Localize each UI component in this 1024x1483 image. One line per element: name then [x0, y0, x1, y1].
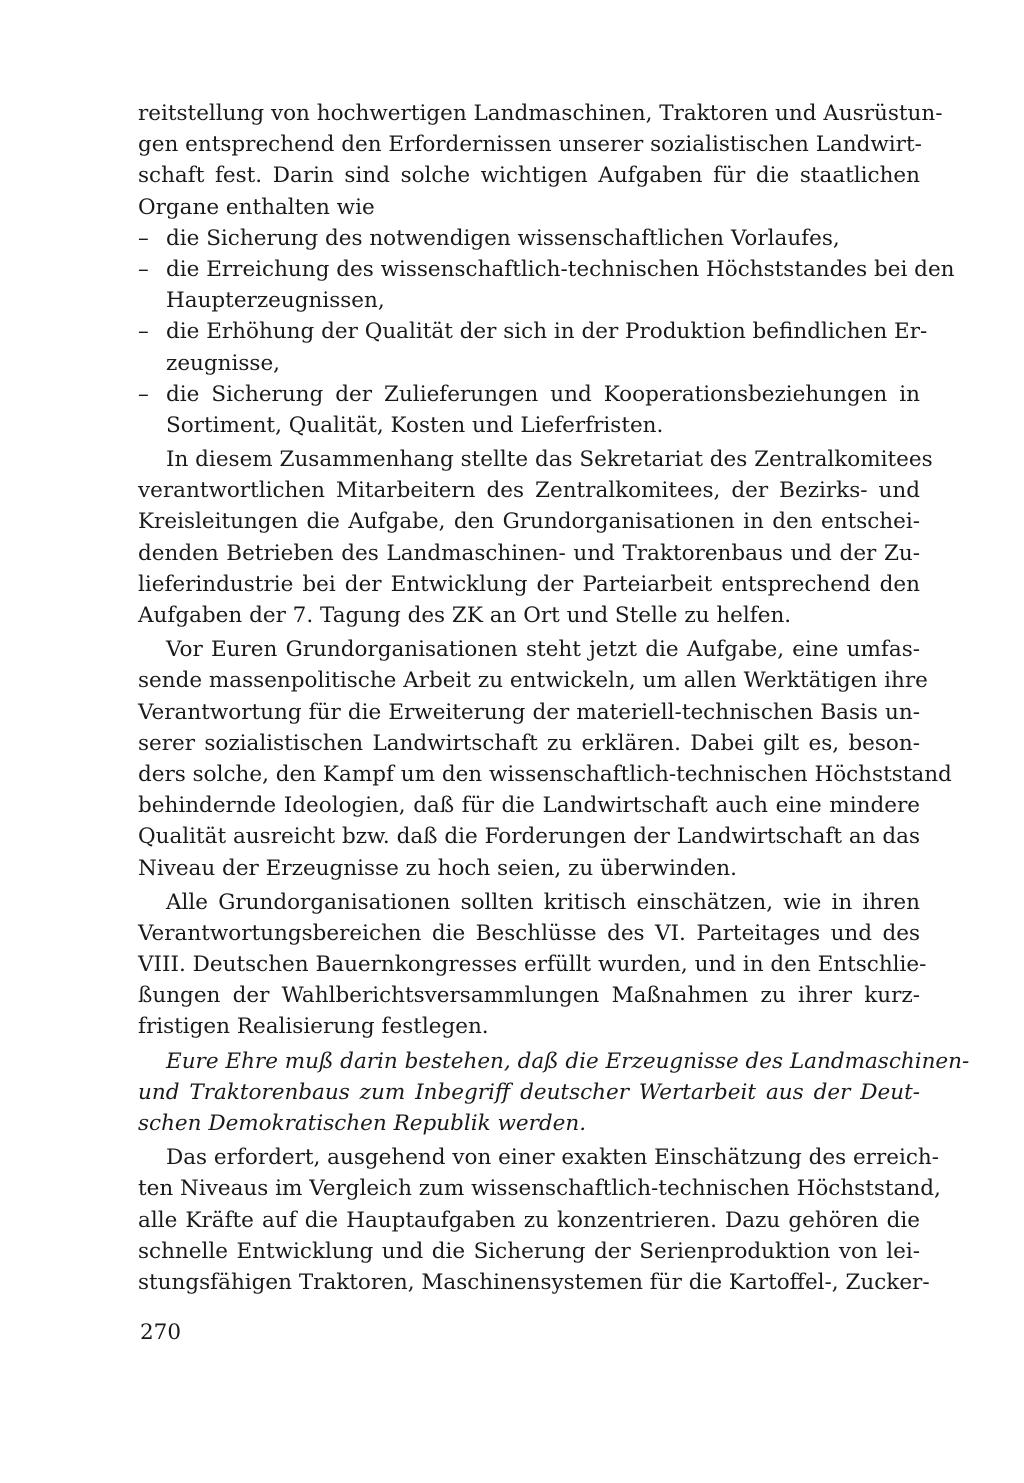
text-line: lieferindustrie bei der Entwicklung der Parteiarbeit entsprechend den — [138, 571, 920, 597]
bullet-dash: – — [138, 319, 149, 345]
text-line: Kreisleitungen die Aufgabe, den Grundorganisationen in den entschei- — [138, 509, 920, 535]
text-line: VIII. Deutschen Bauernkongresses erfüllt wurden, und in den Entschlie- — [138, 952, 927, 978]
bullet-item — [138, 316, 928, 378]
text-line: ders solche, den Kampf um den wissenschaftlich-technischen Höchststand — [138, 761, 952, 787]
intro-paragraph — [138, 98, 943, 223]
bullet-text: zeugnisse, — [166, 350, 281, 376]
text-line: gen entsprechend den Erfordernissen unserer sozialistischen Landwirt- — [138, 132, 922, 158]
emphasis-paragraph — [138, 1046, 970, 1140]
bullet-item — [138, 223, 920, 254]
text-line: ten Niveaus im Vergleich zum wissenschaftlich-technischen Höchststand, — [138, 1176, 941, 1202]
page-number: 270 — [140, 1320, 182, 1345]
text-line: und Traktorenbaus zum Inbegriff deutscher Wertarbeit aus der Deut- — [138, 1079, 920, 1105]
bullet-dash: – — [138, 256, 149, 282]
bullet-text: Haupterzeugnissen, — [166, 288, 385, 314]
text-line: serer sozialistischen Landwirtschaft zu erklären. Dabei gilt es, beson- — [138, 730, 920, 756]
text-line: Qualität ausreicht bzw. daß die Forderungen der Landwirtschaft an das — [138, 824, 920, 850]
text-line: Organe enthalten wie — [138, 194, 375, 220]
text-line: Aufgaben der 7. Tagung des ZK an Ort und Stelle zu helfen. — [138, 603, 792, 628]
text-line: schaft fest. Darin sind solche wichtigen Aufgaben für die staatlichen — [138, 163, 920, 189]
paragraph — [138, 1142, 941, 1298]
text-line: reitstellung von hochwertigen Landmaschinen, Traktoren und Ausrüstun- — [138, 101, 943, 126]
text-line: Verantwortung für die Erweiterung der materiell-technischen Basis un- — [138, 699, 920, 725]
bullet-item — [138, 254, 955, 316]
text-line: schen Demokratischen Republik werden. — [138, 1111, 587, 1136]
text-line: Niveau der Erzeugnisse zu hoch seien, zu überwinden. — [138, 855, 737, 881]
bullet-dash: – — [138, 225, 149, 251]
paragraph — [138, 634, 952, 884]
text-line: behindernde Ideologien, daß für die Landwirtschaft auch eine mindere — [138, 793, 920, 819]
bullet-list — [138, 223, 955, 441]
text-line: fristigen Realisierung festlegen. — [138, 1014, 489, 1040]
text-line: Vor Euren Grundorganisationen steht jetzt die Aufgabe, eine umfas- — [166, 637, 920, 663]
text-line: alle Kräfte auf die Hauptaufgaben zu konzentrieren. Dazu gehören die — [138, 1207, 920, 1233]
bullet-text: die Erhöhung der Qualität der sich in der Produktion befindlichen Er- — [166, 319, 928, 345]
bullet-text: die Erreichung des wissenschaftlich-technischen Höchststandes bei den — [166, 256, 955, 282]
text-line: Das erfordert, ausgehend von einer exakten Einschätzung des erreich- — [166, 1145, 939, 1171]
text-line: In diesem Zusammenhang stellte das Sekretariat des Zentralkomitees — [166, 447, 933, 473]
text-line: Verantwortungsbereichen die Beschlüsse des VI. Parteitages und des — [138, 920, 920, 946]
text-line: Alle Grundorganisationen sollten kritisch einschätzen, wie in ihren — [166, 889, 920, 915]
bullet-text: die Sicherung des notwendigen wissenschaftlichen Vorlaufes, — [166, 225, 840, 251]
bullet-item — [138, 379, 920, 441]
text-line: ßungen der Wahlberichtsversammlungen Maßnahmen zu ihrer kurz- — [138, 983, 920, 1009]
text-line: Eure Ehre muß darin bestehen, daß die Erzeugnisse des Landmaschinen- — [166, 1048, 970, 1074]
paragraph — [138, 887, 927, 1043]
text-line: schnelle Entwicklung und die Sicherung der Serienproduktion von lei- — [138, 1238, 920, 1264]
text-line: sende massenpolitische Arbeit zu entwickeln, um allen Werktätigen ihre — [138, 668, 928, 694]
paragraph — [138, 444, 933, 631]
page-body — [138, 98, 970, 1298]
bullet-text: die Sicherung der Zulieferungen und Kooperationsbeziehungen in — [166, 381, 920, 407]
bullet-text: Sortiment, Qualität, Kosten und Lieferfristen. — [166, 412, 664, 438]
text-line: denden Betrieben des Landmaschinen- und Traktorenbaus und der Zu- — [138, 540, 920, 566]
bullet-dash: – — [138, 381, 149, 407]
text-line: verantwortlichen Mitarbeitern des Zentralkomitees, der Bezirks- und — [138, 478, 920, 504]
text-line: stungsfähigen Traktoren, Maschinensystemen für die Kartoffel-, Zucker- — [138, 1269, 930, 1295]
